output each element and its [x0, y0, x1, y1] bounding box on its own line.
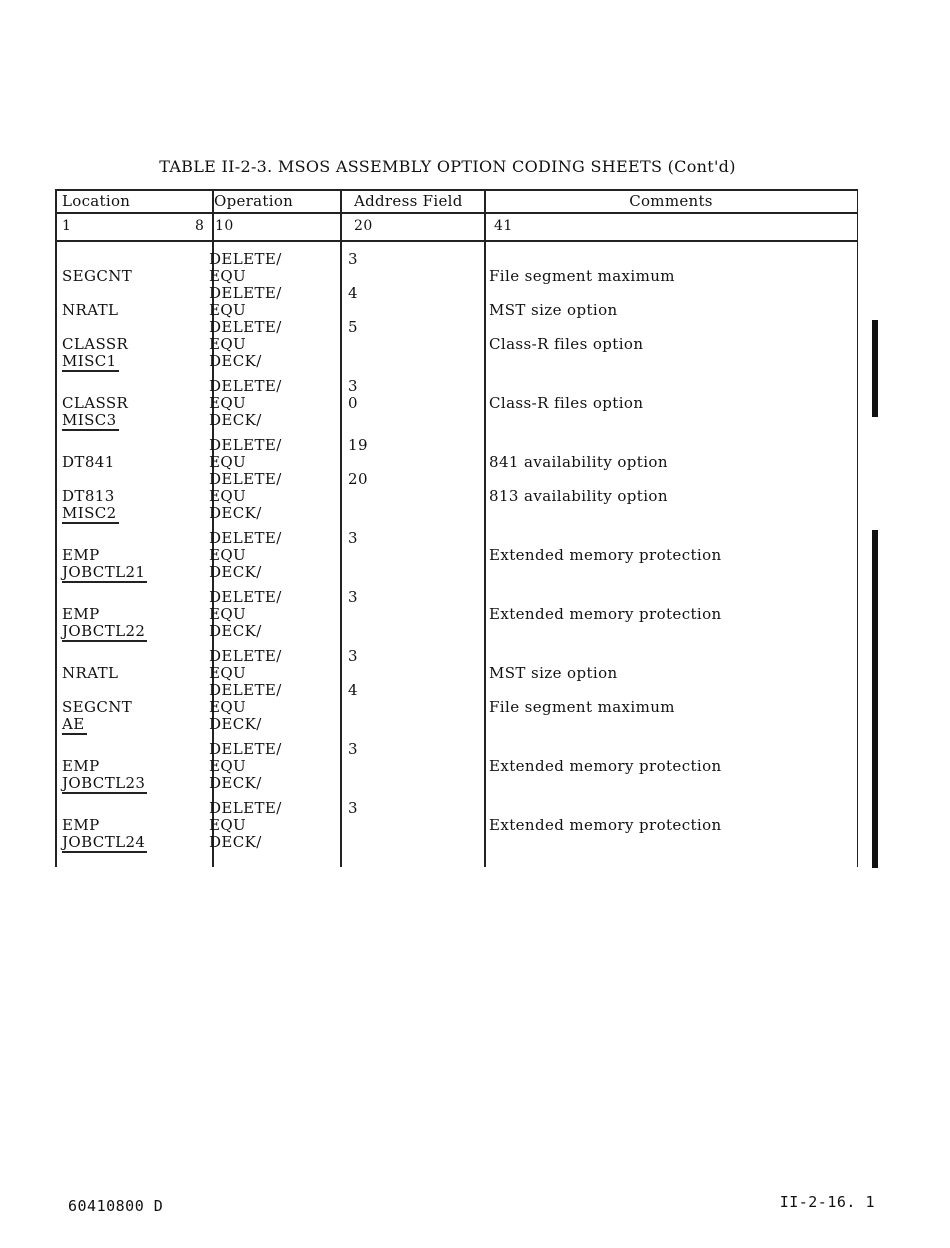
comment-cell: File segment maximum: [489, 267, 675, 285]
operation-cell: DELETE/: [209, 470, 282, 488]
table-row: [55, 319, 858, 336]
change-bar: [872, 530, 878, 868]
operation-cell: EQU: [209, 546, 247, 564]
column-number-comments: 41: [494, 218, 513, 234]
address-cell: 3: [348, 250, 358, 268]
address-cell: 4: [348, 284, 358, 302]
location-cell: [55, 353, 206, 370]
address-cell: [339, 488, 480, 505]
table-row: [55, 302, 858, 319]
comment-cell: [480, 251, 858, 268]
operation-cell: DECK/: [209, 352, 262, 370]
table-row: [55, 589, 858, 606]
comment-cell: Class-R files option: [489, 394, 644, 412]
comment-cell: [480, 834, 858, 851]
address-cell: [339, 564, 480, 581]
comment-cell: [480, 648, 858, 665]
address-cell: [339, 302, 480, 319]
operation-cell: DELETE/: [209, 740, 282, 758]
location-cell: [55, 623, 206, 640]
location-cell: [55, 437, 206, 454]
table-row: [55, 488, 858, 505]
address-cell: [339, 505, 480, 522]
operation-cell: DELETE/: [209, 377, 282, 395]
address-cell: [339, 606, 480, 623]
operation-cell: DELETE/: [209, 436, 282, 454]
location-cell: SEGCNT: [62, 698, 133, 716]
deck-name-underlined: MISC3: [62, 411, 117, 429]
deck-name-underlined: JOBCTL22: [62, 622, 146, 640]
table-row: [55, 378, 858, 395]
location-cell: EMP: [62, 816, 100, 834]
operation-cell: EQU: [209, 664, 247, 682]
column-number-address: 20: [354, 218, 373, 234]
table-row: [55, 268, 858, 285]
table-row: [55, 505, 858, 522]
address-cell: 19: [348, 436, 368, 454]
operation-cell: DECK/: [209, 774, 262, 792]
location-cell: [55, 648, 206, 665]
location-cell: EMP: [62, 546, 100, 564]
comment-cell: File segment maximum: [489, 698, 675, 716]
table-row: [55, 412, 858, 429]
deck-name-underlined: AE: [62, 715, 85, 733]
operation-cell: EQU: [209, 394, 247, 412]
table-row: [55, 471, 858, 488]
location-cell: [55, 775, 206, 792]
operation-cell: DECK/: [209, 504, 262, 522]
operation-cell: DECK/: [209, 715, 262, 733]
column-number-divider: [55, 240, 858, 242]
table-row: [55, 758, 858, 775]
comment-cell: [480, 716, 858, 733]
location-cell: EMP: [62, 757, 100, 775]
deck-name-underlined: JOBCTL23: [62, 774, 146, 792]
operation-cell: DELETE/: [209, 250, 282, 268]
coding-sheet-table: [55, 189, 858, 867]
table-row: [55, 699, 858, 716]
comment-cell: Extended memory protection: [489, 757, 722, 775]
header-comments: Comments: [629, 192, 713, 210]
table-row: [55, 285, 858, 302]
table-row: [55, 336, 858, 353]
comment-cell: [480, 471, 858, 488]
location-cell: [55, 378, 206, 395]
address-cell: 3: [348, 647, 358, 665]
table-row: [55, 682, 858, 699]
location-cell: EMP: [62, 605, 100, 623]
operation-cell: EQU: [209, 605, 247, 623]
location-cell: [55, 251, 206, 268]
location-cell: [55, 530, 206, 547]
table-row: [55, 395, 858, 412]
comment-cell: Extended memory protection: [489, 816, 722, 834]
address-cell: 0: [348, 394, 358, 412]
comment-cell: [480, 589, 858, 606]
comment-cell: Class-R files option: [489, 335, 644, 353]
operation-cell: DELETE/: [209, 799, 282, 817]
change-bar: [872, 320, 878, 417]
operation-cell: DELETE/: [209, 284, 282, 302]
comment-cell: MST size option: [489, 664, 618, 682]
deck-name-underlined: JOBCTL24: [62, 833, 146, 851]
address-cell: 3: [348, 529, 358, 547]
operation-cell: EQU: [209, 301, 247, 319]
location-cell: [55, 564, 206, 581]
deck-name-underlined: MISC1: [62, 352, 117, 370]
comment-cell: [480, 741, 858, 758]
operation-cell: DECK/: [209, 563, 262, 581]
operation-cell: EQU: [209, 698, 247, 716]
page-number: II-2-16. 1: [779, 1193, 875, 1211]
document-number: 60410800 D: [68, 1197, 164, 1215]
table-row: [55, 775, 858, 792]
address-cell: [339, 834, 480, 851]
address-cell: [339, 716, 480, 733]
comment-cell: [480, 319, 858, 336]
table-row: [55, 741, 858, 758]
table-row: [55, 716, 858, 733]
address-cell: [339, 412, 480, 429]
address-cell: [339, 775, 480, 792]
table-row: [55, 648, 858, 665]
address-cell: [339, 336, 480, 353]
location-cell: [55, 285, 206, 302]
address-cell: 3: [348, 377, 358, 395]
table-border-top: [55, 189, 858, 191]
comment-cell: [480, 378, 858, 395]
location-cell: DT813: [62, 487, 115, 505]
table-row: [55, 606, 858, 623]
address-cell: [339, 758, 480, 775]
operation-cell: DELETE/: [209, 647, 282, 665]
address-cell: 3: [348, 588, 358, 606]
address-cell: 5: [348, 318, 358, 336]
operation-cell: DELETE/: [209, 529, 282, 547]
header-operation: Operation: [214, 192, 294, 210]
location-cell: [55, 505, 206, 522]
table-row: [55, 800, 858, 817]
location-cell: NRATL: [62, 664, 119, 682]
comment-cell: [480, 623, 858, 640]
address-cell: 3: [348, 799, 358, 817]
table-body: [55, 251, 858, 851]
header-divider: [55, 212, 858, 214]
operation-cell: DELETE/: [209, 318, 282, 336]
location-cell: [55, 741, 206, 758]
table-row: [55, 834, 858, 851]
address-cell: 20: [348, 470, 368, 488]
deck-name-underlined: MISC2: [62, 504, 117, 522]
location-cell: [55, 800, 206, 817]
address-cell: [339, 547, 480, 564]
table-title: TABLE II-2-3. MSOS ASSEMBLY OPTION CODING SHEETS (Cont'd): [159, 157, 736, 176]
location-cell: [55, 319, 206, 336]
operation-cell: EQU: [209, 335, 247, 353]
location-cell: [55, 834, 206, 851]
table-row: [55, 665, 858, 682]
deck-name-underlined: JOBCTL21: [62, 563, 146, 581]
comment-cell: [480, 564, 858, 581]
address-cell: 3: [348, 740, 358, 758]
comment-cell: [480, 437, 858, 454]
table-row: [55, 547, 858, 564]
address-cell: [339, 353, 480, 370]
operation-cell: EQU: [209, 267, 247, 285]
location-cell: [55, 412, 206, 429]
comment-cell: [480, 800, 858, 817]
column-number-location-start: 1: [62, 218, 72, 234]
address-cell: [339, 817, 480, 834]
location-cell: [55, 589, 206, 606]
location-cell: SEGCNT: [62, 267, 133, 285]
operation-cell: DECK/: [209, 622, 262, 640]
comment-cell: [480, 775, 858, 792]
comment-cell: Extended memory protection: [489, 546, 722, 564]
table-row: [55, 530, 858, 547]
operation-cell: DECK/: [209, 833, 262, 851]
operation-cell: DELETE/: [209, 681, 282, 699]
operation-cell: EQU: [209, 816, 247, 834]
comment-cell: [480, 505, 858, 522]
location-cell: [55, 716, 206, 733]
operation-cell: EQU: [209, 757, 247, 775]
location-cell: CLASSR: [62, 335, 129, 353]
comment-cell: [480, 285, 858, 302]
table-row: [55, 564, 858, 581]
operation-cell: DELETE/: [209, 588, 282, 606]
comment-cell: [480, 353, 858, 370]
comment-cell: [480, 530, 858, 547]
header-address: Address Field: [354, 192, 463, 210]
comment-cell: Extended memory protection: [489, 605, 722, 623]
location-cell: DT841: [62, 453, 115, 471]
column-number-location-end: 8: [195, 218, 205, 234]
location-cell: [55, 682, 206, 699]
table-row: [55, 251, 858, 268]
operation-cell: EQU: [209, 487, 247, 505]
address-cell: [339, 665, 480, 682]
address-cell: [339, 454, 480, 471]
table-row: [55, 454, 858, 471]
comment-cell: MST size option: [489, 301, 618, 319]
comment-cell: 841 availability option: [489, 453, 668, 471]
table-row: [55, 437, 858, 454]
location-cell: NRATL: [62, 301, 119, 319]
operation-cell: EQU: [209, 453, 247, 471]
location-cell: [55, 471, 206, 488]
table-row: [55, 623, 858, 640]
table-row: [55, 817, 858, 834]
location-cell: CLASSR: [62, 394, 129, 412]
address-cell: 4: [348, 681, 358, 699]
address-cell: [339, 268, 480, 285]
address-cell: [339, 623, 480, 640]
operation-cell: DECK/: [209, 411, 262, 429]
header-location: Location: [62, 192, 131, 210]
comment-cell: [480, 412, 858, 429]
comment-cell: [480, 682, 858, 699]
address-cell: [339, 699, 480, 716]
table-row: [55, 353, 858, 370]
column-number-operation: 10: [215, 218, 234, 234]
comment-cell: 813 availability option: [489, 487, 668, 505]
